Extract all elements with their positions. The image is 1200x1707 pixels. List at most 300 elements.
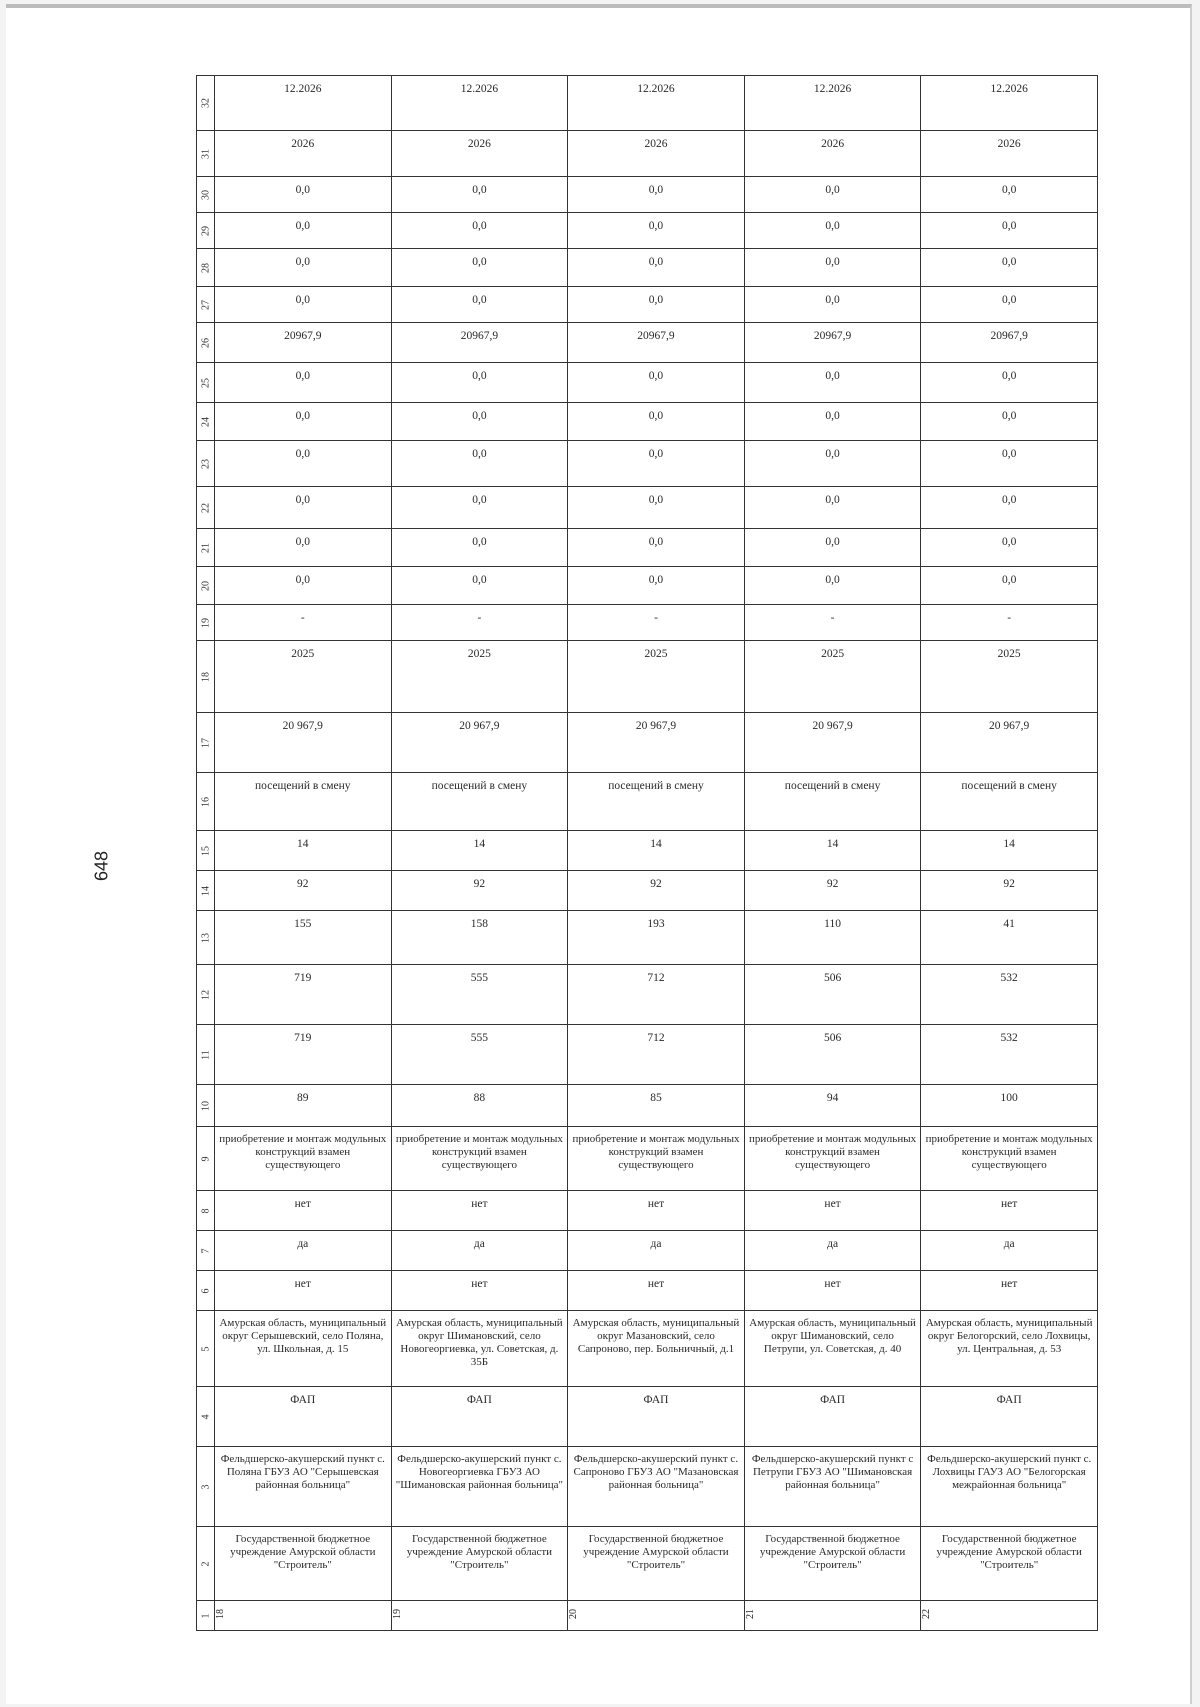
table-cell (392, 1311, 569, 1386)
table-cell (921, 177, 1097, 212)
table-cell (392, 1447, 569, 1526)
cell-text: 2026 (997, 138, 1021, 150)
table-row (197, 1230, 1097, 1270)
cell-text: 0,0 (295, 536, 310, 548)
row-number (197, 641, 215, 712)
table-cell (215, 287, 392, 322)
table-row (197, 176, 1097, 212)
cell-text: Амурская область, муниципальный округ Белогорский, село Лохвицы, ул. Центральная, д. 53 (925, 1317, 1093, 1355)
cell-text: - (477, 612, 482, 624)
table-cell (568, 713, 745, 772)
row-number (197, 1025, 215, 1084)
table-cell (568, 177, 745, 212)
row-number (197, 323, 215, 362)
row-number (197, 773, 215, 830)
table-cell (215, 487, 392, 528)
table-cell (921, 529, 1097, 566)
table-row (197, 1446, 1097, 1526)
table-cell (215, 1085, 392, 1126)
table-cell (921, 287, 1097, 322)
row-number-label: 10 (200, 1100, 211, 1111)
cell-text: 0,0 (648, 494, 664, 506)
row-number-label: 13 (200, 932, 211, 943)
table-cell (215, 1447, 392, 1526)
cell-text: 2026 (821, 138, 845, 150)
table-cell (921, 1191, 1097, 1230)
table-cell (215, 1271, 392, 1310)
table-cell (215, 605, 392, 640)
table-cell (745, 441, 922, 486)
table-cell (568, 403, 745, 440)
cell-text: посещений в смену (784, 780, 881, 792)
cell-text: 0,0 (1001, 410, 1017, 422)
table-cell (745, 76, 922, 130)
cell-text: 506 (823, 972, 842, 984)
table-cell (215, 1127, 392, 1190)
cell-text: 0,0 (1001, 574, 1017, 586)
table-row (197, 76, 1097, 130)
table-cell (921, 713, 1097, 772)
table-cell (745, 131, 922, 176)
cell-text: 18 (215, 1609, 226, 1619)
table-cell (921, 323, 1097, 362)
table-cell (392, 249, 569, 286)
table-row (197, 1600, 1097, 1630)
row-number-label: 17 (200, 737, 211, 748)
table-cell (215, 177, 392, 212)
row-number (197, 1271, 215, 1310)
cell-text: 0,0 (472, 574, 487, 586)
cell-text: нет (1001, 1278, 1018, 1290)
cell-text: 0,0 (295, 574, 310, 586)
cell-text: 0,0 (825, 574, 840, 586)
row-number (197, 213, 215, 248)
table-cell (921, 911, 1097, 964)
cell-text: Фельдшерско-акушерский пункт с. Сапроново ГБУЗ АО "Мазановская районная больница" (573, 1453, 739, 1491)
table-cell (392, 213, 569, 248)
row-number-label: 8 (200, 1208, 211, 1213)
row-number (197, 441, 215, 486)
cell-text: посещений в смену (431, 780, 528, 792)
table-cell (568, 441, 745, 486)
table-cell (745, 403, 922, 440)
table-cell (392, 1387, 569, 1446)
table-cell (392, 287, 569, 322)
table-cell (215, 567, 392, 604)
cell-text: 0,0 (648, 294, 664, 306)
cell-text: 12.2026 (460, 83, 499, 95)
table-cell (745, 1387, 922, 1446)
table-cell (215, 871, 392, 910)
cell-text: 158 (470, 918, 489, 930)
table-cell (392, 1601, 569, 1630)
cell-text: ФАП (290, 1394, 316, 1406)
cell-text: 19 (391, 1609, 403, 1619)
table-row (197, 528, 1097, 566)
table-row (197, 1526, 1097, 1600)
cell-text: 20 (568, 1609, 580, 1619)
table-cell (215, 249, 392, 286)
cell-text: 0,0 (825, 448, 840, 460)
cell-text: 0,0 (825, 370, 840, 382)
row-number-label: 29 (200, 225, 211, 236)
cell-text: нет (647, 1198, 665, 1210)
table-cell (745, 177, 922, 212)
cell-text: 12.2026 (284, 83, 322, 95)
table-cell (215, 773, 392, 830)
table-cell (568, 773, 745, 830)
table-row (197, 870, 1097, 910)
cell-text: 193 (647, 918, 665, 930)
cell-text: 0,0 (648, 448, 664, 460)
cell-text: 14 (1003, 838, 1015, 850)
cell-text: 12.2026 (813, 83, 852, 95)
cell-text: 0,0 (295, 256, 310, 268)
table-row (197, 486, 1097, 528)
table-row (197, 604, 1097, 640)
cell-text: - (654, 612, 658, 624)
row-number (197, 831, 215, 870)
row-number (197, 1527, 215, 1600)
cell-text: 14 (650, 838, 662, 850)
table-cell (568, 76, 745, 130)
cell-text: 0,0 (825, 410, 840, 422)
cell-text: Амурская область, муниципальный округ Мазановский, село Сапроново, пер. Больничный, д.1 (572, 1317, 740, 1355)
row-number-label: 20 (200, 580, 211, 591)
table-cell (568, 1127, 745, 1190)
cell-text: нет (294, 1278, 311, 1290)
cell-text: 2025 (997, 648, 1021, 660)
table-row (197, 640, 1097, 712)
row-number-label: 27 (200, 299, 211, 310)
row-number-label: 26 (200, 337, 211, 348)
table-cell (745, 773, 922, 830)
cell-text: 532 (1000, 1032, 1018, 1044)
table-cell (215, 213, 392, 248)
cell-text: 20967,9 (990, 330, 1028, 342)
cell-text: 0,0 (1001, 494, 1017, 506)
table-cell (745, 1127, 922, 1190)
table-row (197, 286, 1097, 322)
cell-text: 0,0 (648, 220, 664, 232)
cell-text: 0,0 (472, 220, 487, 232)
cell-text: 2026 (467, 138, 491, 150)
table-cell (392, 1025, 569, 1084)
table-cell (568, 831, 745, 870)
row-number-label: 22 (200, 502, 211, 513)
table-cell (921, 605, 1097, 640)
table-row (197, 1126, 1097, 1190)
table-cell (921, 487, 1097, 528)
table-cell (745, 1191, 922, 1230)
table-cell (392, 713, 569, 772)
row-number-label: 1 (200, 1613, 211, 1618)
table-cell (568, 1447, 745, 1526)
cell-text: 0,0 (295, 370, 310, 382)
table-cell (215, 403, 392, 440)
cell-text: 555 (470, 972, 489, 984)
cell-text: 20967,9 (813, 330, 852, 342)
row-number (197, 487, 215, 528)
row-number-label: 7 (200, 1248, 211, 1253)
cell-text: нет (824, 1278, 841, 1290)
table-cell (921, 773, 1097, 830)
table-cell (215, 76, 392, 130)
cell-text: Государственной бюджетное учреждение Амурской области "Строитель" (230, 1533, 376, 1571)
cell-text: нет (471, 1278, 488, 1290)
table-cell (568, 1231, 745, 1270)
cell-text: 89 (297, 1092, 309, 1104)
table-row (197, 1084, 1097, 1126)
cell-text: 0,0 (472, 184, 487, 196)
table-cell (745, 1231, 922, 1270)
table-row (197, 830, 1097, 870)
table-row (197, 566, 1097, 604)
table-cell (392, 831, 569, 870)
table-cell (215, 1601, 392, 1630)
cell-text: приобретение и монтаж модульных конструкций взамен существующего (572, 1133, 740, 1171)
table-cell (215, 1025, 392, 1084)
cell-text: 0,0 (648, 256, 664, 268)
row-number (197, 131, 215, 176)
cell-text: 22 (921, 1609, 933, 1619)
cell-text: 20967,9 (460, 330, 499, 342)
table-cell (921, 131, 1097, 176)
row-number (197, 529, 215, 566)
cell-text: 555 (470, 1032, 489, 1044)
row-number (197, 605, 215, 640)
cell-text: 92 (473, 878, 486, 890)
table-cell (215, 529, 392, 566)
cell-text: - (830, 612, 835, 624)
table-cell (745, 213, 922, 248)
cell-text: 94 (826, 1092, 839, 1104)
row-number-label: 19 (200, 617, 211, 628)
cell-text: 0,0 (1001, 220, 1017, 232)
cell-text: приобретение и монтаж модульных конструкций взамен существующего (925, 1133, 1093, 1171)
table-cell (568, 323, 745, 362)
cell-text: приобретение и монтаж модульных конструкций взамен существующего (395, 1133, 563, 1171)
table-cell (745, 965, 922, 1024)
row-number (197, 403, 215, 440)
cell-text: 506 (823, 1032, 842, 1044)
cell-text: 0,0 (295, 184, 310, 196)
cell-text: 2026 (291, 138, 315, 150)
table-cell (568, 1025, 745, 1084)
table-cell (215, 1527, 392, 1600)
cell-text: 14 (826, 838, 839, 850)
row-number-label: 25 (200, 377, 211, 388)
cell-text: посещений в смену (608, 780, 704, 792)
data-table (196, 75, 1098, 1631)
cell-text: 20 967,9 (282, 720, 323, 732)
row-number (197, 363, 215, 402)
cell-text: 0,0 (825, 220, 840, 232)
table-cell (745, 911, 922, 964)
cell-text: 2025 (291, 648, 315, 660)
cell-text: приобретение и монтаж модульных конструкций взамен существующего (749, 1133, 917, 1171)
row-number-label: 14 (200, 885, 211, 896)
table-cell (215, 1311, 392, 1386)
cell-text: Фельдшерско-акушерский пункт с. Поляна ГБУЗ АО "Серышевская районная больница" (220, 1453, 385, 1491)
row-number-label: 18 (200, 671, 211, 682)
cell-text: ФАП (643, 1394, 669, 1406)
table-cell (392, 363, 569, 402)
cell-text: 0,0 (648, 574, 664, 586)
table-cell (568, 287, 745, 322)
table-cell (921, 831, 1097, 870)
table-row (197, 212, 1097, 248)
cell-text: да (1003, 1238, 1015, 1250)
cell-text: 0,0 (472, 536, 487, 548)
table-cell (745, 1025, 922, 1084)
table-cell (215, 1231, 392, 1270)
table-cell (392, 131, 569, 176)
row-number (197, 1387, 215, 1446)
cell-text: ФАП (996, 1394, 1022, 1406)
table-cell (921, 1387, 1097, 1446)
table-cell (568, 363, 745, 402)
cell-text: 20967,9 (284, 330, 322, 342)
table-cell (568, 1387, 745, 1446)
table-cell (568, 1601, 745, 1630)
cell-text: да (297, 1238, 309, 1250)
cell-text: Амурская область, муниципальный округ Шимановский, село Петрупи, ул. Советская, д. 40 (749, 1317, 916, 1355)
cell-text: Фельдшерско-акушерский пункт с. Лохвицы ГАУЗ АО "Белогорская межрайонная больница" (927, 1453, 1092, 1491)
cell-text: Государственной бюджетное учреждение Амурской области "Строитель" (583, 1533, 729, 1571)
cell-text: 21 (744, 1609, 756, 1619)
row-number-label: 3 (200, 1484, 211, 1489)
cell-text: посещений в смену (961, 780, 1057, 792)
cell-text: 2026 (644, 138, 668, 150)
table-row (197, 1310, 1097, 1386)
table-cell (921, 1311, 1097, 1386)
table-cell (392, 911, 569, 964)
cell-text: 20 967,9 (459, 720, 500, 732)
table-cell (392, 403, 569, 440)
cell-text: 0,0 (472, 370, 487, 382)
table-cell (745, 1311, 922, 1386)
row-number-label: 30 (200, 189, 211, 200)
table-cell (921, 1527, 1097, 1600)
cell-text: Фельдшерско-акушерский пункт с. Новогеоргиевка ГБУЗ АО "Шимановская районная больница" (395, 1453, 563, 1491)
table-cell (921, 567, 1097, 604)
row-number (197, 1127, 215, 1190)
cell-text: приобретение и монтаж модульных конструкций взамен существующего (219, 1133, 387, 1171)
table-cell (921, 1127, 1097, 1190)
table-cell (921, 403, 1097, 440)
cell-text: 0,0 (295, 294, 310, 306)
cell-text: 0,0 (295, 220, 310, 232)
row-number-label: 12 (200, 989, 211, 1000)
cell-text: 20 967,9 (989, 720, 1030, 732)
table-cell (745, 605, 922, 640)
table-row (197, 964, 1097, 1024)
cell-text: 14 (473, 838, 486, 850)
table-cell (921, 76, 1097, 130)
table-cell (568, 529, 745, 566)
row-number (197, 911, 215, 964)
cell-text: посещений в смену (255, 780, 351, 792)
table-cell (568, 213, 745, 248)
cell-text: 0,0 (825, 184, 840, 196)
cell-text: 110 (824, 918, 841, 930)
table-row (197, 402, 1097, 440)
row-number-label: 11 (200, 1049, 211, 1060)
table-cell (568, 487, 745, 528)
cell-text: 92 (297, 878, 309, 890)
cell-text: Государственной бюджетное учреждение Амурской области "Строитель" (936, 1533, 1082, 1571)
row-number-label: 28 (200, 262, 211, 273)
row-number-label: 23 (200, 458, 211, 469)
cell-text: 0,0 (648, 184, 664, 196)
table-cell (392, 76, 569, 130)
cell-text: 92 (826, 878, 839, 890)
table-cell (568, 911, 745, 964)
cell-text: Амурская область, муниципальный округ Шимановский, село Новогеоргиевка, ул. Советская, д. 35Б (396, 1317, 563, 1368)
table-cell (745, 713, 922, 772)
table-cell (568, 1085, 745, 1126)
row-number-label: 16 (200, 796, 211, 807)
table-cell (921, 965, 1097, 1024)
table-cell (568, 567, 745, 604)
cell-text: 20967,9 (637, 330, 675, 342)
table-cell (745, 1085, 922, 1126)
table-row (197, 1190, 1097, 1230)
table-cell (392, 487, 569, 528)
cell-text: 0,0 (648, 536, 664, 548)
row-number-label: 5 (200, 1346, 211, 1351)
cell-text: ФАП (466, 1394, 492, 1406)
table-cell (392, 1127, 569, 1190)
cell-text: 85 (650, 1092, 662, 1104)
table-row (197, 712, 1097, 772)
cell-text: 0,0 (295, 494, 310, 506)
table-cell (921, 1601, 1097, 1630)
table-cell (745, 1447, 922, 1526)
cell-text: 20 967,9 (812, 720, 853, 732)
row-number (197, 1085, 215, 1126)
table-cell (745, 1271, 922, 1310)
cell-text: 92 (650, 878, 662, 890)
row-number (197, 871, 215, 910)
row-number-label: 15 (200, 845, 211, 856)
table-cell (392, 1231, 569, 1270)
row-number (197, 76, 215, 130)
table-cell (745, 1527, 922, 1600)
table-cell (745, 567, 922, 604)
cell-text: 20 967,9 (635, 720, 677, 732)
table-cell (568, 605, 745, 640)
cell-text: Государственной бюджетное учреждение Амурской области "Строитель" (759, 1533, 906, 1571)
row-number-label: 31 (200, 148, 211, 159)
cell-text: 0,0 (825, 294, 840, 306)
table-cell (215, 641, 392, 712)
cell-text: - (300, 612, 305, 624)
row-number-label: 9 (200, 1156, 211, 1161)
table-cell (745, 287, 922, 322)
row-number (197, 567, 215, 604)
cell-text: 0,0 (825, 494, 840, 506)
page-number: 648 (91, 850, 112, 882)
table-cell (392, 567, 569, 604)
table-cell (568, 1271, 745, 1310)
cell-text: ФАП (820, 1394, 846, 1406)
cell-text: 0,0 (1001, 256, 1017, 268)
cell-text: нет (294, 1198, 311, 1210)
table-cell (392, 641, 569, 712)
cell-text: 2025 (821, 648, 845, 660)
